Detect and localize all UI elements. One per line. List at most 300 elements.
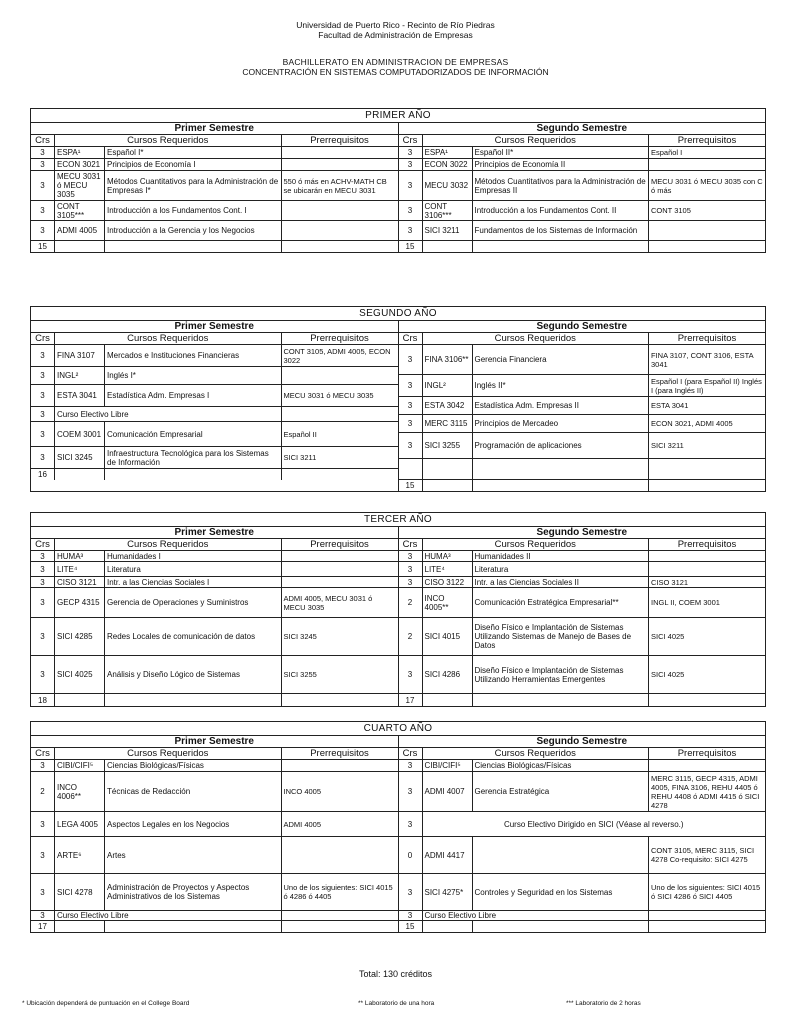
course-code: CIBI/CIFI⁵: [55, 760, 105, 771]
course-credits: 17: [399, 694, 423, 706]
course-row: [31, 694, 398, 706]
courses-header: Cursos Requeridos: [55, 333, 282, 344]
semester-title: Primer Semestre: [31, 123, 398, 135]
course-credits: 16: [31, 469, 55, 480]
course-credits: [399, 459, 423, 479]
column-headers: [31, 748, 398, 760]
course-code: INGL²: [55, 367, 105, 384]
prereq-header: Prerrequisitos: [677, 135, 737, 146]
course-prereq: ECON 3021, ADMI 4005: [651, 419, 733, 428]
course-prereq: CONT 3105, ADMI 4005, ECON 3022: [283, 346, 391, 365]
course-code: HUMA³: [423, 551, 473, 561]
course-row: [399, 656, 766, 694]
course-code: GECP 4315: [55, 588, 105, 617]
course-credits: 15: [399, 921, 423, 932]
course-name: [473, 459, 650, 479]
course-credits: 3: [31, 577, 55, 587]
course-name: Gerencia de Operaciones y Suministros: [105, 588, 282, 617]
year-table: [30, 306, 766, 492]
course-name: [105, 694, 282, 706]
semester: [31, 736, 398, 932]
course-name: Curso Electivo Libre: [55, 911, 282, 920]
course-prereq: MECU 3031 ó MECU 3035: [283, 391, 374, 400]
course-row: [31, 874, 398, 911]
course-row: [399, 772, 766, 812]
course-prereq: SICI 3211: [283, 453, 317, 462]
course-code: LITE⁴: [423, 562, 473, 576]
course-code: [423, 241, 473, 252]
course-name: Principios de Mercadeo: [473, 415, 650, 432]
course-name: Inglés II*: [473, 375, 650, 396]
course-prereq: Español I: [651, 148, 683, 157]
course-row: [399, 201, 766, 221]
course-name: Ciencias Biológicas/Físicas: [105, 760, 282, 771]
course-prereq: [649, 221, 765, 240]
course-prereq: [649, 459, 765, 479]
course-credits: 3: [31, 551, 55, 561]
course-credits: 3: [399, 433, 423, 458]
course-prereq: [282, 201, 398, 220]
course-credits: 3: [31, 407, 55, 421]
course-code: CIBI/CIFI⁵: [423, 760, 473, 771]
course-row: [399, 812, 766, 837]
course-name: Humanidades I: [105, 551, 282, 561]
course-credits: 3: [31, 874, 55, 910]
course-code: CISO 3122: [423, 577, 473, 587]
course-code: ARTE⁶: [55, 837, 105, 873]
course-credits: 3: [399, 415, 423, 432]
course-prereq: MECU 3031 ó MECU 3035 con C ó más: [651, 176, 763, 195]
course-row: [31, 159, 398, 171]
course-credits: 3: [399, 201, 423, 220]
course-name: Curso Electivo Libre: [423, 911, 650, 920]
prereq-header: Prerrequisitos: [677, 333, 737, 344]
course-row: [399, 562, 766, 577]
course-credits: 15: [399, 241, 423, 252]
course-prereq: [649, 921, 765, 932]
course-prereq: [649, 760, 765, 771]
course-prereq: [282, 469, 398, 480]
course-prereq: [282, 921, 398, 932]
course-name: Español II*: [473, 147, 650, 158]
course-row: [31, 551, 398, 562]
course-code: ECON 3021: [55, 159, 105, 170]
course-row: [399, 415, 766, 433]
prereq-header: Prerrequisitos: [310, 135, 369, 146]
column-headers: [399, 748, 766, 760]
course-code: MERC 3115: [423, 415, 473, 432]
credits-header: Crs: [399, 748, 423, 759]
course-prereq: [649, 694, 765, 706]
course-credits: 3: [399, 551, 423, 561]
semester-columns: [31, 123, 765, 252]
course-code: ADMI 4007: [423, 772, 473, 811]
course-prereq: 550 ó más en ACHV-MATH CB se ubicarán en MECU 3031: [283, 176, 387, 195]
course-credits: 3: [399, 147, 423, 158]
course-name: Infraestructura Tecnológica para los Sistemas de Información: [105, 447, 282, 468]
course-row: [31, 407, 398, 422]
course-row: [399, 480, 766, 491]
course-credits: 3: [399, 812, 423, 836]
column-headers: [31, 135, 398, 147]
course-credits: 3: [399, 577, 423, 587]
course-credits: 3: [31, 812, 55, 836]
course-prereq: [649, 159, 765, 170]
course-name: Controles y Seguridad en los Sistemas: [473, 874, 650, 910]
course-code: ESPA¹: [423, 147, 473, 158]
course-prereq: [282, 221, 398, 240]
courses-header: Cursos Requeridos: [423, 539, 650, 550]
course-row: [31, 618, 398, 656]
course-code: LITE⁴: [55, 562, 105, 576]
semester-title: Primer Semestre: [31, 736, 398, 748]
course-name: [473, 837, 650, 873]
course-prereq: ADMI 4005: [283, 819, 322, 829]
prereq-header: Prerrequisitos: [310, 539, 369, 550]
course-code: CISO 3121: [55, 577, 105, 587]
course-credits: 3: [399, 397, 423, 414]
course-credits: 18: [31, 694, 55, 706]
total-credits: Total: 130 créditos: [358, 969, 433, 979]
course-code: SICI 3211: [423, 221, 473, 240]
course-prereq: CISO 3121: [651, 577, 689, 587]
concentration-title: CONCENTRACIÓN EN SISTEMAS COMPUTADORIZADOS DE INFORMACIÓN: [242, 67, 549, 77]
course-credits: 3: [31, 159, 55, 170]
course-prereq: Uno de los siguientes: SICI 4015 ó SICI 4286 ó SICI 4405: [651, 883, 761, 901]
course-prereq: [649, 911, 765, 920]
semester: [398, 321, 766, 491]
course-code: ADMI 4417: [423, 837, 473, 873]
course-row: [31, 241, 398, 252]
course-credits: 3: [399, 375, 423, 396]
semester: [398, 736, 766, 932]
course-code: SICI 4285: [55, 618, 105, 655]
course-name: Gerencia Financiera: [473, 345, 650, 374]
course-code: MECU 3031 ó MECU 3035: [55, 171, 105, 200]
program-title: BACHILLERATO EN ADMINISTRACION DE EMPRESAS: [282, 57, 509, 67]
course-prereq: [282, 551, 398, 561]
course-credits: 3: [31, 367, 55, 384]
course-prereq: [282, 694, 398, 706]
courses-header: Cursos Requeridos: [423, 333, 650, 344]
course-credits: 3: [31, 562, 55, 576]
course-row: [399, 694, 766, 706]
course-credits: 3: [31, 345, 55, 366]
course-prereq: [649, 480, 765, 491]
course-credits: 3: [399, 171, 423, 200]
credits-header: Crs: [399, 135, 423, 146]
footnote-1: * Ubicación dependerá de puntuación en el College Board: [22, 1000, 190, 1007]
course-row: [399, 397, 766, 415]
course-prereq: [282, 241, 398, 252]
course-code: [423, 921, 473, 932]
course-row: [31, 147, 398, 159]
course-code: SICI 3255: [423, 433, 473, 458]
course-row: [31, 588, 398, 618]
course-prereq: SICI 3211: [651, 441, 684, 450]
course-name: Español I*: [105, 147, 282, 158]
year-title: PRIMER AÑO: [31, 109, 765, 123]
course-name: Principios de Economía I: [105, 159, 282, 170]
course-prereq: INGL II, COEM 3001: [651, 598, 720, 607]
course-row: [399, 921, 766, 932]
course-credits: 3: [31, 221, 55, 240]
course-row: [31, 469, 398, 480]
course-row: [31, 921, 398, 932]
course-row: [399, 760, 766, 772]
course-name: Métodos Cuantitativos para la Administración de Empresas II: [473, 171, 650, 200]
course-name: Estadística Adm. Empresas II: [473, 397, 650, 414]
course-code: LEGA 4005: [55, 812, 105, 836]
semester: [398, 123, 766, 252]
course-name: Comunicación Empresarial: [105, 422, 282, 446]
course-row: [31, 760, 398, 772]
course-row: [399, 588, 766, 618]
course-prereq: [282, 367, 398, 384]
course-prereq: INCO 4005: [283, 787, 322, 796]
course-prereq: SICI 4025: [651, 670, 685, 679]
course-code: [423, 459, 473, 479]
course-credits: 3: [31, 911, 55, 920]
course-code: [55, 241, 105, 252]
course-credits: 3: [399, 760, 423, 771]
course-prereq: [282, 577, 398, 587]
course-prereq: SICI 4025: [651, 632, 685, 641]
course-row: [31, 812, 398, 837]
semester-title: Segundo Semestre: [399, 321, 766, 333]
semester-title: Primer Semestre: [31, 321, 398, 333]
course-name: Introducción a los Fundamentos Cont. I: [105, 201, 282, 220]
course-row: [399, 577, 766, 588]
column-headers: [31, 539, 398, 551]
course-name: Literatura: [473, 562, 650, 576]
course-row: [399, 837, 766, 874]
course-code: CONT 3105***: [55, 201, 105, 220]
prereq-header: Prerrequisitos: [677, 748, 737, 759]
credits-header: Crs: [31, 748, 55, 759]
course-name: [473, 241, 650, 252]
course-prereq: [282, 159, 398, 170]
column-headers: [399, 333, 766, 345]
course-name: Ciencias Biológicas/Físicas: [473, 760, 650, 771]
course-row: [31, 772, 398, 812]
course-credits: 3: [399, 656, 423, 693]
course-prereq: SICI 3255: [283, 670, 317, 679]
course-credits: 3: [399, 159, 423, 170]
course-credits: 0: [399, 837, 423, 873]
course-name: Introducción a la Gerencia y los Negocios: [105, 221, 282, 240]
course-name: Diseño Físico e Implantación de Sistemas Utilizando Sistemas de Manejo de Bases de Datos: [473, 618, 650, 655]
course-code: SICI 4015: [423, 618, 473, 655]
course-name: [473, 480, 650, 491]
course-code: ESTA 3041: [55, 385, 105, 406]
course-name: [105, 921, 282, 932]
semester: [31, 527, 398, 706]
course-row: [31, 345, 398, 367]
course-code: FINA 3107: [55, 345, 105, 366]
course-code: SICI 3245: [55, 447, 105, 468]
course-credits: 2: [31, 772, 55, 811]
course-prereq: [282, 407, 398, 421]
course-code: HUMA³: [55, 551, 105, 561]
course-row: [399, 433, 766, 459]
course-credits: 3: [399, 562, 423, 576]
course-row: [399, 551, 766, 562]
course-name: Curso Electivo Dirigido en SICI (Véase al reverso.): [503, 819, 684, 829]
course-prereq: Español I (para Español II) Inglés I (para Inglés II): [651, 376, 762, 395]
course-code: SICI 4275*: [423, 874, 473, 910]
course-code: FINA 3106**: [423, 345, 473, 374]
course-prereq: CONT 3105: [651, 206, 691, 215]
course-name: Redes Locales de comunicación de datos: [105, 618, 282, 655]
column-headers: [399, 135, 766, 147]
course-credits: 3: [31, 147, 55, 158]
course-row: [31, 656, 398, 694]
course-row: [31, 911, 398, 921]
course-credits: 3: [31, 422, 55, 446]
course-name: Diseño Físico e Implantación de Sistemas Utilizando Herramientas Emergentes: [473, 656, 650, 693]
course-credits: 3: [399, 345, 423, 374]
course-code: SICI 4286: [423, 656, 473, 693]
course-credits: 15: [399, 480, 423, 491]
course-credits: 3: [31, 656, 55, 693]
course-prereq: [282, 760, 398, 771]
course-code: INCO 4006**: [55, 772, 105, 811]
courses-header: Cursos Requeridos: [55, 539, 282, 550]
course-credits: 3: [31, 837, 55, 873]
course-prereq: [282, 147, 398, 158]
year-table: [30, 512, 766, 707]
course-name: Métodos Cuantitativos para la Administración de Empresas I*: [105, 171, 282, 200]
course-credits: 3: [399, 221, 423, 240]
course-prereq: CONT 3105, MERC 3115, SICI 4278 Co-requisito: SICI 4275: [651, 846, 755, 864]
course-code: MECU 3032: [423, 171, 473, 200]
year-title: SEGUNDO AÑO: [31, 307, 765, 321]
course-row: [399, 171, 766, 201]
course-name: Mercados e Instituciones Financieras: [105, 345, 282, 366]
credits-header: Crs: [399, 539, 423, 550]
course-name: Curso Electivo Libre: [55, 407, 282, 421]
semester-columns: [31, 527, 765, 706]
course-name: Humanidades II: [473, 551, 650, 561]
year-title: CUARTO AÑO: [31, 722, 765, 736]
courses-header: Cursos Requeridos: [423, 135, 650, 146]
course-name: [105, 241, 282, 252]
course-row: [31, 447, 398, 469]
course-credits: 3: [31, 201, 55, 220]
course-name: Literatura: [105, 562, 282, 576]
course-prereq: SICI 3245: [283, 632, 317, 641]
course-credits: 17: [31, 921, 55, 932]
footnote-3: *** Laboratorio de 2 horas: [566, 1000, 641, 1007]
semester: [398, 527, 766, 706]
course-prereq: Español II: [283, 429, 317, 439]
column-headers: [399, 539, 766, 551]
course-name: Fundamentos de los Sistemas de Información: [473, 221, 650, 240]
course-row: [31, 221, 398, 241]
course-prereq: [649, 241, 765, 252]
course-name: Artes: [105, 837, 282, 873]
course-prereq: FINA 3107, CONT 3106, ESTA 3041: [651, 350, 754, 369]
course-credits: 15: [31, 241, 55, 252]
credits-header: Crs: [31, 135, 55, 146]
course-prereq: [649, 562, 765, 576]
course-row: [399, 375, 766, 397]
course-row: [31, 422, 398, 447]
course-row: [399, 241, 766, 252]
course-code: INGL²: [423, 375, 473, 396]
course-row: [31, 562, 398, 577]
course-name: [473, 694, 650, 706]
courses-header: Cursos Requeridos: [55, 135, 282, 146]
course-code: [55, 469, 105, 480]
courses-header: Cursos Requeridos: [55, 748, 282, 759]
credits-header: Crs: [399, 333, 423, 344]
faculty-name: Facultad de Administración de Empresas: [318, 30, 473, 40]
column-headers: [31, 333, 398, 345]
credits-header: Crs: [31, 539, 55, 550]
course-credits: 3: [31, 385, 55, 406]
course-credits: 3: [399, 874, 423, 910]
course-prereq: [282, 837, 398, 873]
course-credits: 3: [31, 171, 55, 200]
course-name: [473, 921, 650, 932]
course-prereq: ESTA 3041: [651, 401, 689, 410]
semester-title: Segundo Semestre: [399, 123, 766, 135]
course-credits: 3: [31, 447, 55, 468]
university-name: Universidad de Puerto Rico - Recinto de Río Piedras: [296, 20, 495, 30]
course-name: Introducción a los Fundamentos Cont. II: [473, 201, 650, 220]
course-row: [31, 837, 398, 874]
credits-header: Crs: [31, 333, 55, 344]
course-prereq: Uno de los siguientes: SICI 4015 ó 4286 ó 4405: [283, 883, 393, 901]
semester-columns: [31, 736, 765, 932]
course-row: [399, 911, 766, 921]
course-name: Análisis y Diseño Lógico de Sistemas: [105, 656, 282, 693]
course-name: Intr. a las Ciencias Sociales II: [473, 577, 650, 587]
courses-header: Cursos Requeridos: [423, 748, 650, 759]
course-row: [31, 385, 398, 407]
year-table: [30, 108, 766, 253]
course-row: [31, 577, 398, 588]
course-code: ECON 3022: [423, 159, 473, 170]
course-prereq: MERC 3115, GECP 4315, ADMI 4005, FINA 3106, REHU 4405 ó REHU 4408 ó ADMI 4415 ó SICI 4278: [651, 773, 760, 810]
prereq-header: Prerrequisitos: [677, 539, 737, 550]
course-code: SICI 4025: [55, 656, 105, 693]
year-title: TERCER AÑO: [31, 513, 765, 527]
course-name: Intr. a las Ciencias Sociales I: [105, 577, 282, 587]
course-name: Técnicas de Redacción: [105, 772, 282, 811]
semester: [31, 321, 398, 491]
course-prereq: ADMI 4005, MECU 3031 ó MECU 3035: [283, 593, 373, 612]
course-credits: 2: [399, 618, 423, 655]
course-row: [399, 159, 766, 171]
course-prereq: [282, 911, 398, 920]
course-code: INCO 4005**: [423, 588, 473, 617]
year-table: [30, 721, 766, 933]
course-prereq: [282, 562, 398, 576]
prereq-header: Prerrequisitos: [310, 333, 369, 344]
course-name: Inglés I*: [105, 367, 282, 384]
course-row: [399, 345, 766, 375]
course-code: ESTA 3042: [423, 397, 473, 414]
course-credits: 3: [31, 588, 55, 617]
course-code: [423, 480, 473, 491]
course-row: [399, 147, 766, 159]
course-name: Gerencia Estratégica: [473, 772, 650, 811]
course-credits: 3: [399, 911, 423, 920]
course-code: [423, 694, 473, 706]
